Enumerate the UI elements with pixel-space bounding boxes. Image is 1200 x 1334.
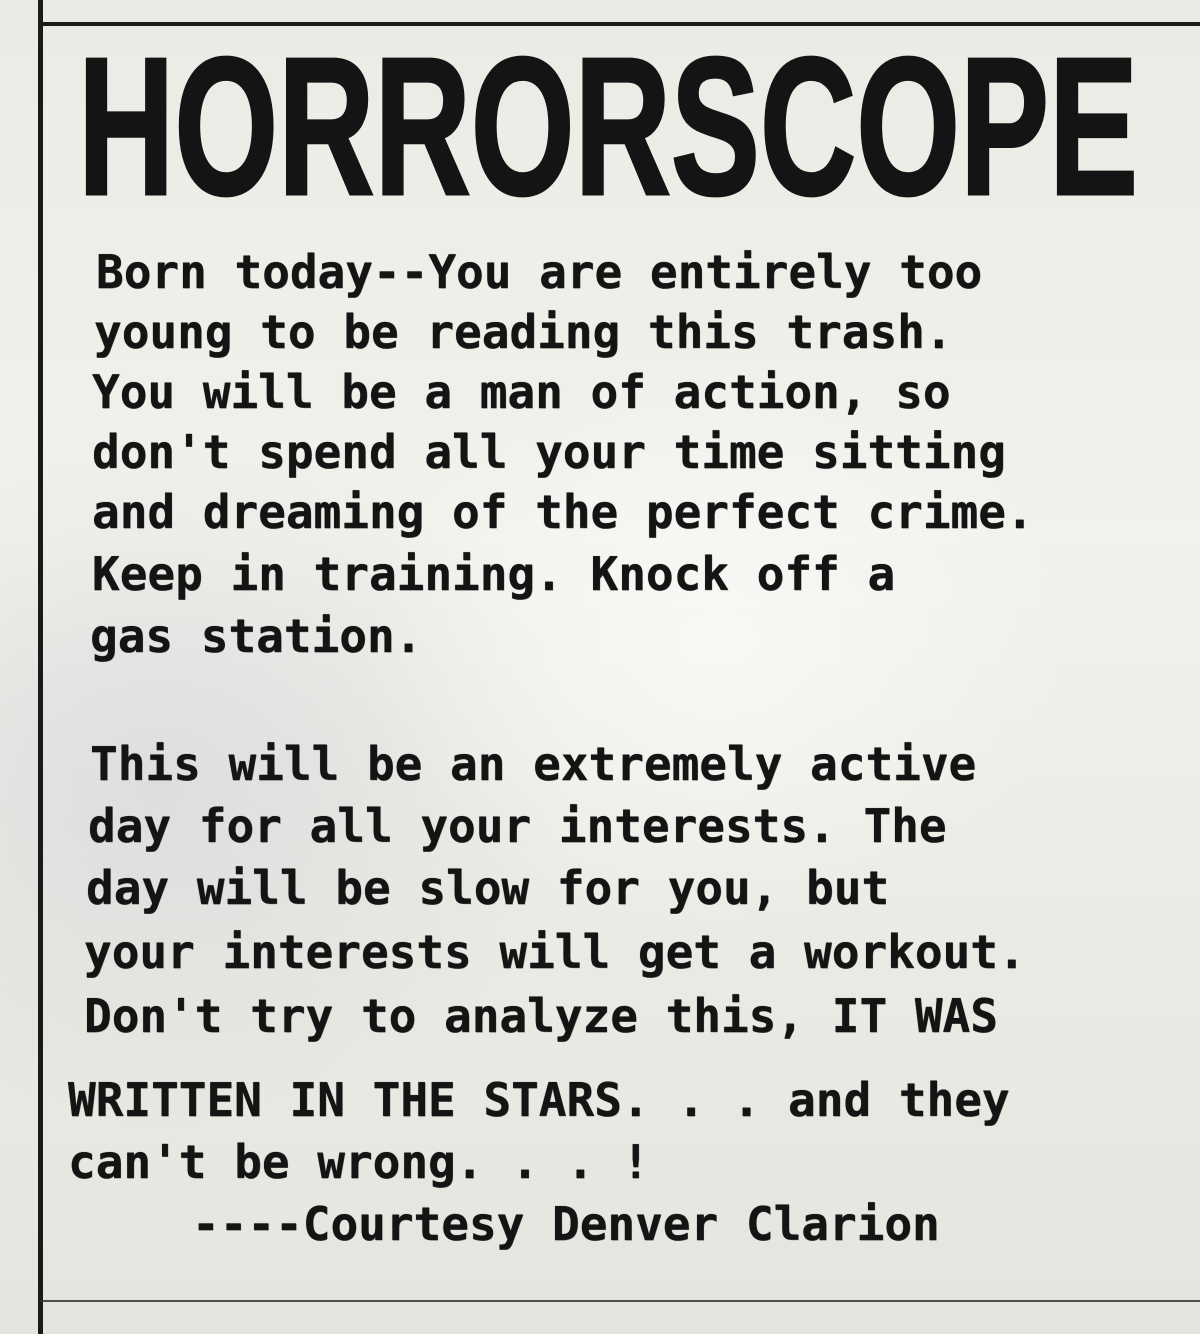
credit-line: ----Courtesy Denver Clarion <box>192 1197 940 1251</box>
paragraph-1-line-4: don't spend all your time sitting <box>92 425 1006 479</box>
paragraph-1-line-7: gas station. <box>90 609 423 663</box>
bottom-border-rule <box>40 1300 1200 1302</box>
paragraph-2-line-6: WRITTEN IN THE STARS. . . and they <box>68 1073 1010 1127</box>
paragraph-1-line-1: Born today--You are entirely too <box>96 245 983 299</box>
paragraph-1-line-5: and dreaming of the perfect crime. <box>92 485 1034 539</box>
paragraph-2-line-2: day for all your interests. The <box>88 799 947 853</box>
paragraph-2-line-7: can't be wrong. . . ! <box>68 1135 650 1189</box>
paragraph-1-line-2: young to be reading this trash. <box>94 305 953 359</box>
paragraph-2-line-5: Don't try to analyze this, IT WAS <box>84 989 998 1043</box>
paragraph-1-line-3: You will be a man of action, so <box>92 365 951 419</box>
headline-text: HORRORSCOPE <box>78 17 1138 226</box>
paragraph-2-line-4: your interests will get a workout. <box>84 925 1026 979</box>
paragraph-2-line-3: day will be slow for you, but <box>86 861 890 915</box>
paragraph-2-line-1: This will be an extremely active <box>90 737 977 791</box>
paragraph-1-line-6: Keep in training. Knock off a <box>92 547 896 601</box>
